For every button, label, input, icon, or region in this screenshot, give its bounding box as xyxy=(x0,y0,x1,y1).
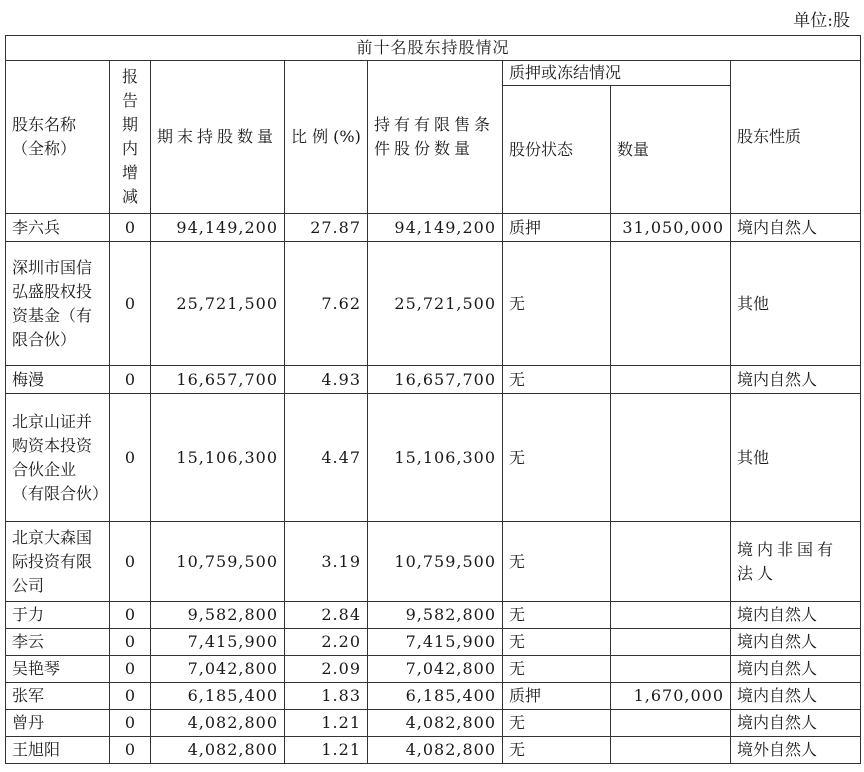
pledge-status: 无 xyxy=(503,629,611,656)
header-row-1 xyxy=(6,61,861,86)
header-shares-end: 期末持股数量 xyxy=(151,61,285,214)
pledge-status: 无 xyxy=(503,602,611,629)
pledge-amount xyxy=(611,710,731,737)
pledge-status: 质押 xyxy=(503,214,611,242)
pledge-status: 无 xyxy=(503,710,611,737)
pledge-amount xyxy=(611,602,731,629)
ratio: 1.21 xyxy=(285,710,368,737)
restricted-shares: 10,759,500 xyxy=(368,522,503,602)
table-title-row xyxy=(6,36,861,61)
shareholder-nature: 境内自然人 xyxy=(731,656,861,683)
shares-end: 15,106,300 xyxy=(151,394,285,522)
ratio: 1.21 xyxy=(285,737,368,764)
ratio: 4.93 xyxy=(285,366,368,394)
unit-label: 单位:股 xyxy=(793,11,850,31)
period-change: 0 xyxy=(110,710,151,737)
shareholder-nature: 其他 xyxy=(731,242,861,366)
ratio: 2.20 xyxy=(285,629,368,656)
pledge-amount xyxy=(611,394,731,522)
period-change: 0 xyxy=(110,602,151,629)
period-change: 0 xyxy=(110,394,151,522)
ratio: 7.62 xyxy=(285,242,368,366)
top-ten-shareholders-table xyxy=(5,35,861,764)
pledge-status: 无 xyxy=(503,737,611,764)
restricted-shares: 7,415,900 xyxy=(368,629,503,656)
pledge-status: 无 xyxy=(503,522,611,602)
shareholder-name: 张军 xyxy=(6,683,110,710)
pledge-amount xyxy=(611,629,731,656)
shares-end: 6,185,400 xyxy=(151,683,285,710)
shareholder-nature: 境内自然人 xyxy=(731,214,861,242)
pledge-amount xyxy=(611,737,731,764)
pledge-status: 无 xyxy=(503,656,611,683)
restricted-shares: 4,082,800 xyxy=(368,710,503,737)
shares-end: 4,082,800 xyxy=(151,737,285,764)
restricted-shares: 25,721,500 xyxy=(368,242,503,366)
shares-end: 9,582,800 xyxy=(151,602,285,629)
shareholder-nature: 境内自然人 xyxy=(731,629,861,656)
pledge-status: 无 xyxy=(503,366,611,394)
shareholder-nature: 境外自然人 xyxy=(731,737,861,764)
table-row xyxy=(6,522,861,602)
table-row xyxy=(6,214,861,242)
shares-end: 7,042,800 xyxy=(151,656,285,683)
header-shareholder-name: 股东名称（全称） xyxy=(6,61,110,214)
shareholder-nature: 境内自然人 xyxy=(731,710,861,737)
period-change: 0 xyxy=(110,629,151,656)
period-change: 0 xyxy=(110,366,151,394)
pledge-status: 无 xyxy=(503,394,611,522)
table-row xyxy=(6,629,861,656)
shareholder-name: 于力 xyxy=(6,602,110,629)
shareholder-nature: 其他 xyxy=(731,394,861,522)
ratio: 1.83 xyxy=(285,683,368,710)
ratio: 4.47 xyxy=(285,394,368,522)
shareholder-name: 李云 xyxy=(6,629,110,656)
shareholder-name: 李六兵 xyxy=(6,214,110,242)
period-change: 0 xyxy=(110,522,151,602)
header-shareholder-nature: 股东性质 xyxy=(731,61,861,214)
shareholder-name: 深圳市国信弘盛股权投资基金（有限合伙） xyxy=(6,242,110,366)
pledge-amount xyxy=(611,656,731,683)
period-change: 0 xyxy=(110,214,151,242)
shareholder-nature: 境内非国有法人 xyxy=(731,522,861,602)
restricted-shares: 9,582,800 xyxy=(368,602,503,629)
restricted-shares: 4,082,800 xyxy=(368,737,503,764)
ratio: 27.87 xyxy=(285,214,368,242)
shareholder-nature: 境内自然人 xyxy=(731,602,861,629)
shareholder-nature: 境内自然人 xyxy=(731,366,861,394)
period-change: 0 xyxy=(110,242,151,366)
table-row xyxy=(6,366,861,394)
shareholder-name: 北京山证并购资本投资合伙企业（有限合伙） xyxy=(6,394,110,522)
shareholder-nature: 境内自然人 xyxy=(731,683,861,710)
period-change: 0 xyxy=(110,656,151,683)
table-row xyxy=(6,602,861,629)
shares-end: 94,149,200 xyxy=(151,214,285,242)
shares-end: 25,721,500 xyxy=(151,242,285,366)
header-pledge-status: 股份状态 xyxy=(503,86,611,214)
shareholder-name: 梅漫 xyxy=(6,366,110,394)
table-row xyxy=(6,656,861,683)
period-change: 0 xyxy=(110,683,151,710)
table-row xyxy=(6,683,861,710)
table-row xyxy=(6,737,861,764)
shares-end: 16,657,700 xyxy=(151,366,285,394)
restricted-shares: 94,149,200 xyxy=(368,214,503,242)
header-ratio: 比 例 (%) xyxy=(285,61,368,214)
period-change: 0 xyxy=(110,737,151,764)
shareholder-name: 吴艳琴 xyxy=(6,656,110,683)
table-row xyxy=(6,242,861,366)
shares-end: 4,082,800 xyxy=(151,710,285,737)
table-row xyxy=(6,394,861,522)
shareholder-name: 曾丹 xyxy=(6,710,110,737)
pledge-amount: 1,670,000 xyxy=(611,683,731,710)
header-pledge-amount: 数量 xyxy=(611,86,731,214)
pledge-amount xyxy=(611,242,731,366)
table-row xyxy=(6,710,861,737)
shares-end: 10,759,500 xyxy=(151,522,285,602)
pledge-status: 无 xyxy=(503,242,611,366)
shares-end: 7,415,900 xyxy=(151,629,285,656)
restricted-shares: 16,657,700 xyxy=(368,366,503,394)
restricted-shares: 7,042,800 xyxy=(368,656,503,683)
ratio: 2.09 xyxy=(285,656,368,683)
ratio: 3.19 xyxy=(285,522,368,602)
pledge-amount xyxy=(611,522,731,602)
table-title: 前十名股东持股情况 xyxy=(6,36,861,61)
restricted-shares: 15,106,300 xyxy=(368,394,503,522)
pledge-amount xyxy=(611,366,731,394)
header-period-change: 报告期内增减 xyxy=(110,61,151,214)
pledge-status: 质押 xyxy=(503,683,611,710)
restricted-shares: 6,185,400 xyxy=(368,683,503,710)
header-restricted-shares: 持有有限售条件股份数量 xyxy=(368,61,503,214)
ratio: 2.84 xyxy=(285,602,368,629)
header-pledge-group: 质押或冻结情况 xyxy=(503,61,731,86)
shareholder-name: 北京大森国际投资有限公司 xyxy=(6,522,110,602)
shareholder-name: 王旭阳 xyxy=(6,737,110,764)
pledge-amount: 31,050,000 xyxy=(611,214,731,242)
